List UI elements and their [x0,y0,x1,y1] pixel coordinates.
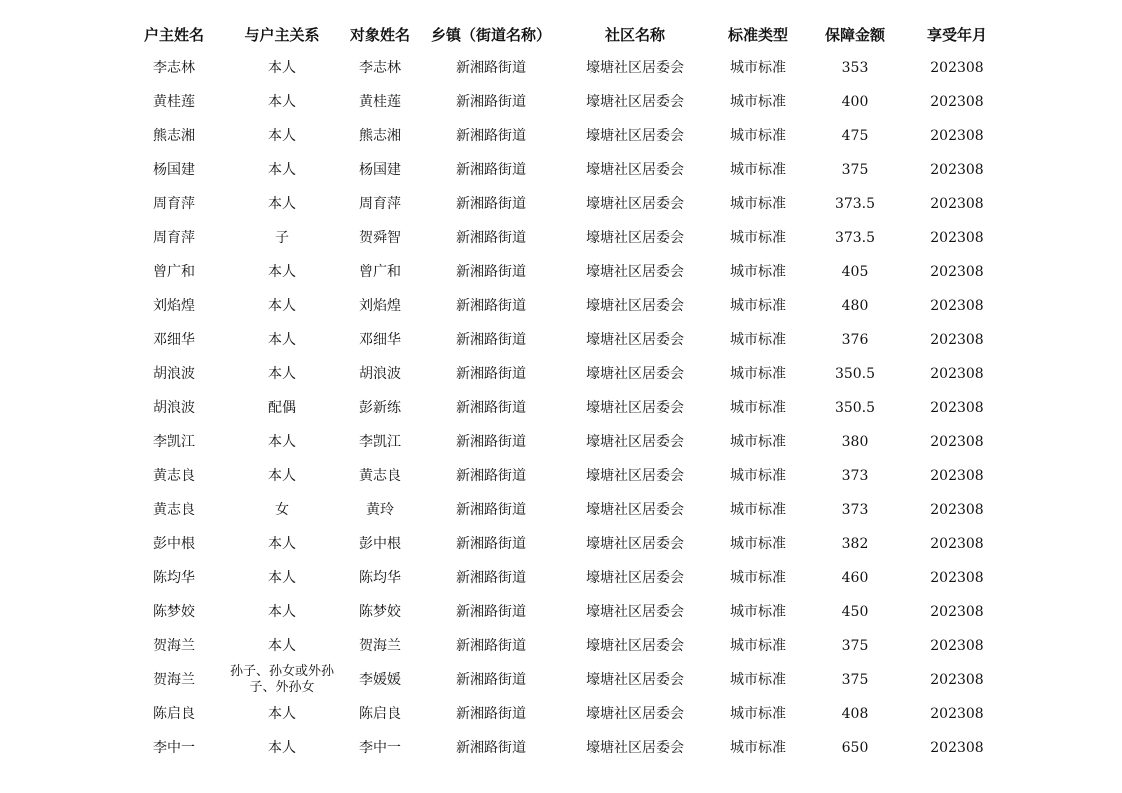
table-row [120,323,1008,357]
cell-household-head-name: 陈均华 [153,570,195,586]
cell-community: 壕塘社区居委会 [586,468,684,484]
cell-household-head-name: 贺海兰 [153,672,195,688]
cell-recipient-name: 周育萍 [359,196,401,212]
table-row [120,119,1008,153]
cell-standard-type: 城市标准 [730,264,786,280]
cell-relationship: 本人 [268,264,296,280]
cell-period: 202308 [930,332,984,348]
cell-recipient-name: 刘焰煌 [359,298,401,314]
cell-community: 壕塘社区居委会 [586,536,684,552]
cell-community: 壕塘社区居委会 [586,400,684,416]
cell-township: 新湘路街道 [456,298,526,314]
cell-relationship: 配偶 [268,400,296,416]
cell-household-head-name: 胡浪波 [153,400,195,416]
cell-amount: 375 [841,638,869,654]
cell-community: 壕塘社区居委会 [586,230,684,246]
table-row [120,595,1008,629]
cell-recipient-name: 曾广和 [359,264,401,280]
cell-recipient-name: 胡浪波 [359,366,401,382]
cell-township: 新湘路街道 [456,706,526,722]
table-row [120,187,1008,221]
cell-amount: 460 [841,570,869,586]
cell-standard-type: 城市标准 [730,638,786,654]
cell-community: 壕塘社区居委会 [586,128,684,144]
table-row [120,51,1008,85]
cell-period: 202308 [930,536,984,552]
cell-relationship: 本人 [268,162,296,178]
cell-township: 新湘路街道 [456,196,526,212]
cell-standard-type: 城市标准 [730,162,786,178]
cell-township: 新湘路街道 [456,468,526,484]
cell-township: 新湘路街道 [456,162,526,178]
cell-period: 202308 [930,264,984,280]
cell-township: 新湘路街道 [456,740,526,756]
cell-community: 壕塘社区居委会 [586,672,684,688]
cell-community: 壕塘社区居委会 [586,434,684,450]
cell-period: 202308 [930,196,984,212]
cell-township: 新湘路街道 [456,230,526,246]
cell-community: 壕塘社区居委会 [586,196,684,212]
cell-amount: 373 [841,502,869,518]
cell-relationship: 本人 [268,366,296,382]
cell-township: 新湘路街道 [456,536,526,552]
cell-township: 新湘路街道 [456,94,526,110]
cell-amount: 450 [841,604,869,620]
cell-recipient-name: 李中一 [359,740,401,756]
cell-amount: 373.5 [834,196,876,212]
table-row [120,85,1008,119]
cell-recipient-name: 陈均华 [359,570,401,586]
cell-standard-type: 城市标准 [730,128,786,144]
cell-recipient-name: 李凯江 [359,434,401,450]
cell-amount: 375 [841,672,869,688]
cell-household-head-name: 周育萍 [153,196,195,212]
header-standard-type: 标准类型 [727,25,788,44]
cell-household-head-name: 周育萍 [153,230,195,246]
cell-relationship: 本人 [268,468,296,484]
cell-period: 202308 [930,400,984,416]
cell-township: 新湘路街道 [456,332,526,348]
cell-standard-type: 城市标准 [730,672,786,688]
cell-recipient-name: 彭中根 [359,536,401,552]
cell-period: 202308 [930,162,984,178]
table-row [120,255,1008,289]
cell-amount: 373 [841,468,869,484]
cell-community: 壕塘社区居委会 [586,740,684,756]
cell-township: 新湘路街道 [456,672,526,688]
cell-community: 壕塘社区居委会 [586,264,684,280]
cell-household-head-name: 杨国建 [153,162,195,178]
cell-household-head-name: 李中一 [153,740,195,756]
header-recipient-name: 对象姓名 [349,25,410,44]
cell-township: 新湘路街道 [456,434,526,450]
cell-standard-type: 城市标准 [730,740,786,756]
cell-township: 新湘路街道 [456,400,526,416]
table-row [120,629,1008,663]
cell-period: 202308 [930,298,984,314]
cell-community: 壕塘社区居委会 [586,706,684,722]
table-row [120,357,1008,391]
cell-relationship: 本人 [268,604,296,620]
header-household-head-name: 户主姓名 [143,25,204,44]
cell-township: 新湘路街道 [456,128,526,144]
cell-relationship: 本人 [268,638,296,654]
cell-household-head-name: 邓细华 [153,332,195,348]
cell-household-head-name: 黄志良 [153,502,195,518]
cell-relationship: 本人 [268,196,296,212]
table-row [120,697,1008,731]
cell-community: 壕塘社区居委会 [586,60,684,76]
cell-period: 202308 [930,128,984,144]
cell-standard-type: 城市标准 [730,366,786,382]
cell-community: 壕塘社区居委会 [586,570,684,586]
header-period: 享受年月 [926,25,987,44]
cell-household-head-name: 李志林 [153,60,195,76]
cell-amount: 650 [841,740,869,756]
cell-amount: 405 [841,264,869,280]
table-row [120,391,1008,425]
cell-recipient-name: 贺舜智 [359,230,401,246]
cell-period: 202308 [930,230,984,246]
cell-period: 202308 [930,706,984,722]
cell-standard-type: 城市标准 [730,604,786,620]
cell-township: 新湘路街道 [456,604,526,620]
cell-standard-type: 城市标准 [730,298,786,314]
cell-relationship: 本人 [268,740,296,756]
cell-household-head-name: 黄志良 [153,468,195,484]
cell-community: 壕塘社区居委会 [586,162,684,178]
cell-relationship: 本人 [268,60,296,76]
cell-relationship: 本人 [268,434,296,450]
cell-household-head-name: 李凯江 [153,434,195,450]
cell-recipient-name: 杨国建 [359,162,401,178]
cell-standard-type: 城市标准 [730,230,786,246]
cell-community: 壕塘社区居委会 [586,604,684,620]
table-row [120,663,1008,697]
cell-recipient-name: 彭新练 [359,400,401,416]
cell-period: 202308 [930,94,984,110]
header-relationship: 与户主关系 [244,25,320,44]
table-row [120,561,1008,595]
assistance-list-sheet [120,17,1008,765]
table-row [120,153,1008,187]
cell-household-head-name: 彭中根 [153,536,195,552]
table-row [120,289,1008,323]
cell-recipient-name: 邓细华 [359,332,401,348]
cell-township: 新湘路街道 [456,366,526,382]
cell-household-head-name: 刘焰煌 [153,298,195,314]
cell-relationship: 女 [275,502,289,518]
cell-household-head-name: 陈启良 [153,706,195,722]
cell-amount: 408 [841,706,869,722]
cell-standard-type: 城市标准 [730,536,786,552]
cell-amount: 382 [841,536,869,552]
cell-period: 202308 [930,638,984,654]
cell-amount: 350.5 [834,400,876,416]
cell-township: 新湘路街道 [456,638,526,654]
cell-relationship: 本人 [268,570,296,586]
cell-recipient-name: 熊志湘 [359,128,401,144]
cell-community: 壕塘社区居委会 [586,332,684,348]
cell-recipient-name: 陈启良 [359,706,401,722]
cell-standard-type: 城市标准 [730,332,786,348]
cell-standard-type: 城市标准 [730,400,786,416]
cell-township: 新湘路街道 [456,264,526,280]
cell-period: 202308 [930,366,984,382]
table-row [120,493,1008,527]
cell-recipient-name: 李媛媛 [359,672,401,688]
cell-standard-type: 城市标准 [730,468,786,484]
cell-relationship: 本人 [268,94,296,110]
cell-recipient-name: 黄玲 [366,502,394,518]
cell-household-head-name: 胡浪波 [153,366,195,382]
assistance-table [120,17,1008,765]
cell-standard-type: 城市标准 [730,94,786,110]
cell-household-head-name: 陈梦姣 [153,604,195,620]
header-township: 乡镇（街道名称） [430,25,551,44]
cell-amount: 350.5 [834,366,876,382]
cell-standard-type: 城市标准 [730,60,786,76]
cell-amount: 376 [841,332,869,348]
cell-period: 202308 [930,672,984,688]
cell-amount: 353 [841,60,869,76]
cell-community: 壕塘社区居委会 [586,366,684,382]
cell-recipient-name: 贺海兰 [359,638,401,654]
cell-relationship: 孙子、孙女或外孙子、外孙女 [230,664,335,695]
cell-period: 202308 [930,60,984,76]
cell-amount: 373.5 [834,230,876,246]
table-body [120,51,1008,765]
cell-period: 202308 [930,468,984,484]
cell-standard-type: 城市标准 [730,502,786,518]
cell-household-head-name: 曾广和 [153,264,195,280]
table-row [120,527,1008,561]
cell-household-head-name: 黄桂莲 [153,94,195,110]
cell-standard-type: 城市标准 [730,196,786,212]
cell-recipient-name: 黄志良 [359,468,401,484]
cell-township: 新湘路街道 [456,502,526,518]
cell-household-head-name: 熊志湘 [153,128,195,144]
cell-amount: 475 [841,128,869,144]
cell-relationship: 子 [275,230,289,246]
cell-relationship: 本人 [268,128,296,144]
cell-standard-type: 城市标准 [730,706,786,722]
cell-township: 新湘路街道 [456,570,526,586]
cell-community: 壕塘社区居委会 [586,502,684,518]
header-row [120,17,1008,51]
cell-household-head-name: 贺海兰 [153,638,195,654]
cell-period: 202308 [930,740,984,756]
cell-relationship: 本人 [268,536,296,552]
header-amount: 保障金额 [824,25,885,44]
cell-community: 壕塘社区居委会 [586,298,684,314]
table-row [120,459,1008,493]
cell-amount: 400 [841,94,869,110]
cell-period: 202308 [930,502,984,518]
table-row [120,221,1008,255]
cell-community: 壕塘社区居委会 [586,94,684,110]
cell-amount: 375 [841,162,869,178]
cell-relationship: 本人 [268,298,296,314]
cell-recipient-name: 黄桂莲 [359,94,401,110]
cell-amount: 380 [841,434,869,450]
cell-amount: 480 [841,298,869,314]
cell-recipient-name: 李志林 [359,60,401,76]
table-row [120,425,1008,459]
cell-standard-type: 城市标准 [730,570,786,586]
cell-period: 202308 [930,604,984,620]
header-community: 社区名称 [604,25,665,44]
cell-township: 新湘路街道 [456,60,526,76]
cell-community: 壕塘社区居委会 [586,638,684,654]
cell-recipient-name: 陈梦姣 [359,604,401,620]
cell-period: 202308 [930,570,984,586]
cell-relationship: 本人 [268,332,296,348]
table-row [120,731,1008,765]
cell-standard-type: 城市标准 [730,434,786,450]
cell-relationship: 本人 [268,706,296,722]
cell-period: 202308 [930,434,984,450]
